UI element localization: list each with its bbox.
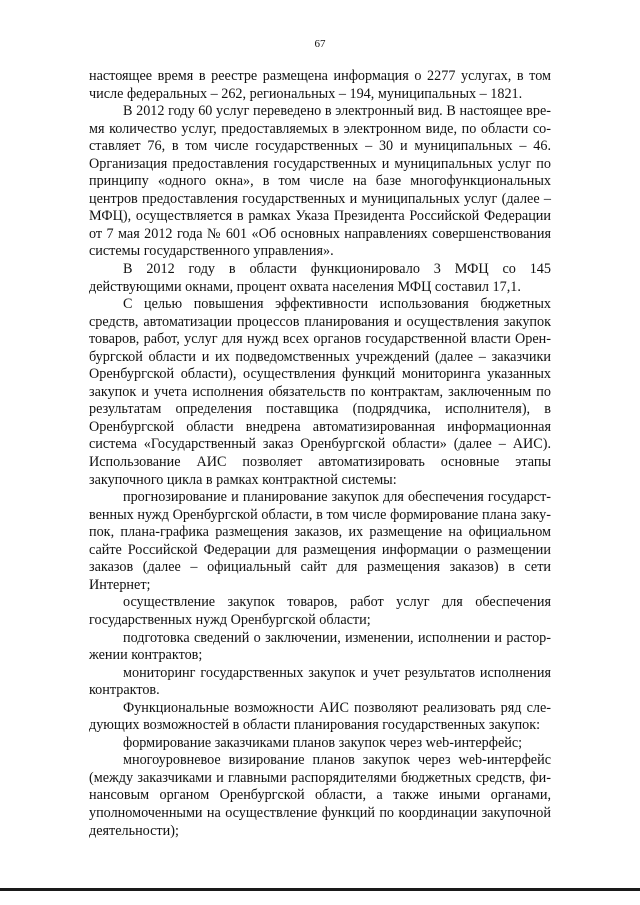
list-item: многоуровневое визирование планов закупок через web-интерфейс (между заказчиками и главными распорядителями бюджетных средств, финансовым органом Оренбургской области, а также иными органами, уполномоченными на осуществление функций по координации закупочной деятельности); [89, 752, 551, 839]
paragraph: В 2012 году в области функционировало 3 МФЦ со 145 действующими окнами, процент охвата населения МФЦ составил 17,1. [89, 261, 551, 295]
list-item: мониторинг государственных закупок и учет результатов исполнения контрактов. [89, 664, 551, 699]
list-item: прогнозирование и планирование закупок для обеспечения государственных нужд Оренбургской области, в том числе формирование плана закупок, плана-графика размещения заказов, их размещение на официальном сайте Российской Федерации для размещения информации о размещении заказов (далее – официальный сайт для размещения заказов) в сети Интернет; [89, 489, 551, 593]
document-body [89, 68, 551, 840]
list-item: формирование заказчиками планов закупок через web-интерфейс; [123, 734, 523, 751]
list-item: подготовка сведений о заключении, изменении, исполнении и расторжении контрактов; [89, 629, 551, 664]
paragraph: Функциональные возможности АИС позволяют реализовать ряд следующих возможностей в области планирования государственных закупок: [89, 699, 551, 734]
list-item: осуществление закупок товаров, работ услуг для обеспечения государственных нужд Оренбургской области; [89, 594, 551, 628]
page-bottom-edge [0, 888, 640, 891]
paragraph: настоящее время в реестре размещена информация о 2277 услугах, в том числе федеральных – 262, региональных – 194, муниципальных – 1821. [89, 68, 551, 102]
paragraph: В 2012 году 60 услуг переведено в электронный вид. В настоящее время количество услуг, предоставляемых в электронном виде, по области составляет 76, в том числе государственных – 30 и муниципальных – 46. Организация предоставления государственных и муниципальных услуг по принципу «одного окна», в том числе на базе многофункциональных центров предоставления государственных и муниципальных услуг (далее – МФЦ), осуществляется в рамках Указа Президента Российской Федерации от 7 мая 2012 года № 601 «Об основных направлениях совершенствования системы государственного управления». [89, 103, 551, 260]
page-number: 67 [314, 38, 326, 50]
paragraph: С целью повышения эффективности использования бюджетных средств, автоматизации процессов планирования и осуществления закупок товаров, работ, услуг для нужд всех органов государственной власти Оренбургской области и их подведомственных учреждений (далее – заказчики Оренбургской области), осуществления функций мониторинга указанных закупок и учета исполнения обязательств по контрактам, заключенным по результатам определения поставщика (подрядчика, исполнителя), в Оренбургской области внедрена автоматизированная информационная система «Государственный заказ Оренбургской области» (далее – АИС). Использование АИС позволяет автоматизировать основные этапы закупочного цикла в рамках контрактной системы: [89, 296, 551, 488]
